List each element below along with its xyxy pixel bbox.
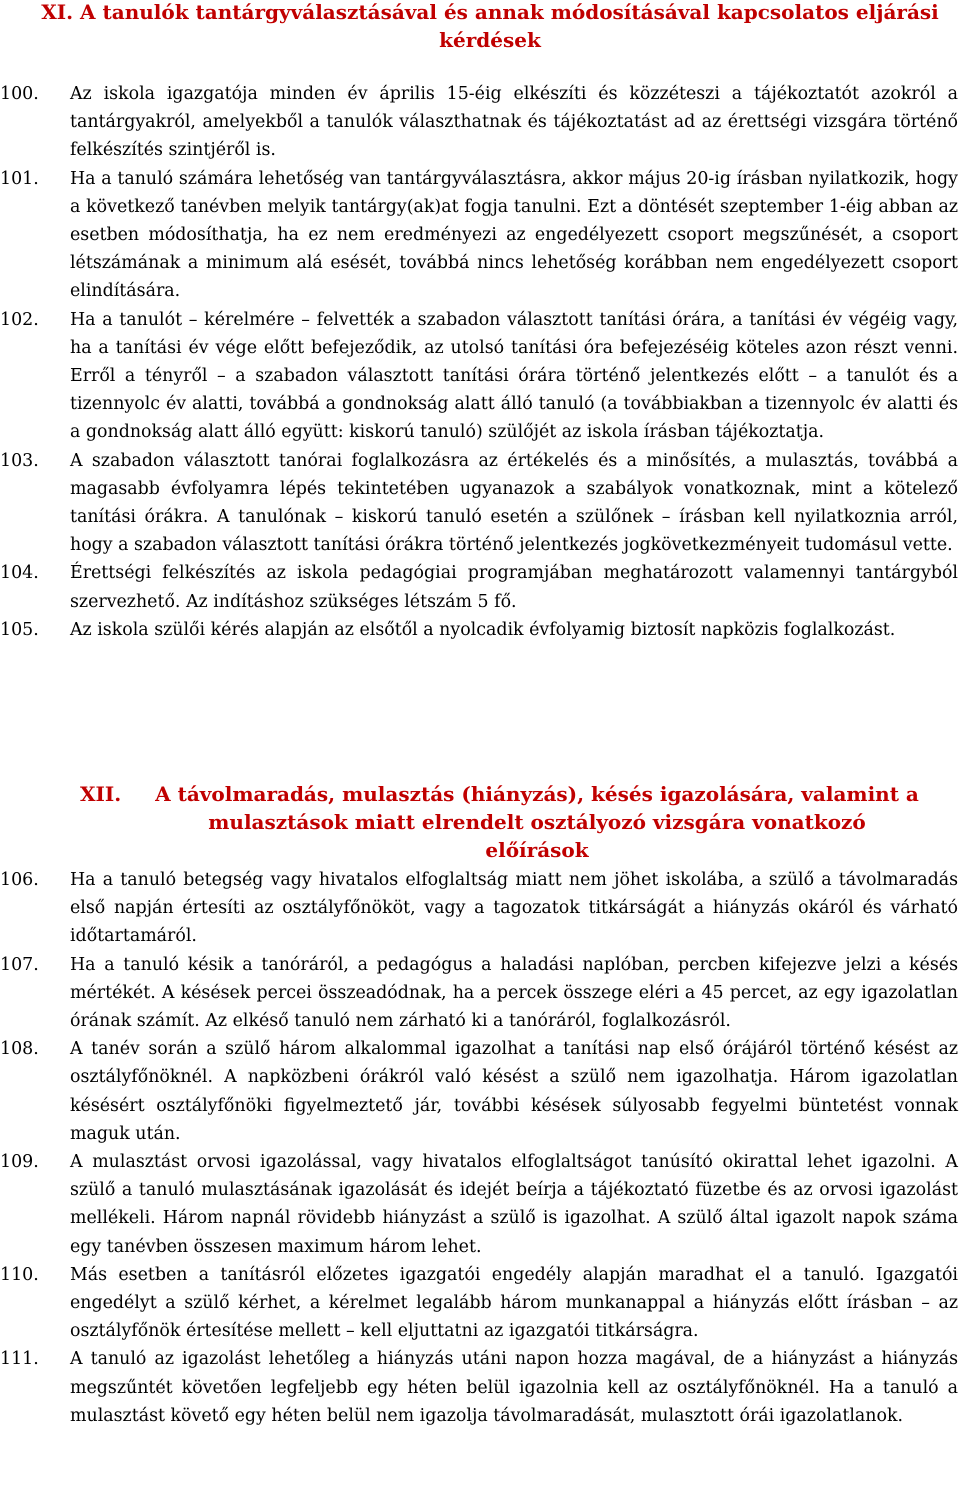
- paragraph-number: 101.: [0, 168, 39, 189]
- paragraph-number: 104.: [0, 563, 39, 584]
- paragraph-108: [0, 1035, 958, 1148]
- paragraph-102: [0, 306, 958, 447]
- paragraph-number: 102.: [0, 309, 39, 330]
- paragraph-text: Ha a tanulót – kérelmére – felvették a szabadon választott tanítási órára, a tanítási év végéig vagy, ha a tanítási év vége előtt befejeződik, az utolsó tanítási óra befejezéséig köteles azon részt venni. Erről a tényről – a szabadon választott tanítási órára történő jelentkezés előtt – a tanulót és a tizennyolc év alatti, továbbá a gondnokság alatt álló tanuló (a továbbiakban a tizennyolc év alatti és a gondnokság alatt álló együtt: kiskorú tanuló) szülőjét az iskola írásban tájékoztatja.: [70, 309, 958, 443]
- paragraph-text: A mulasztást orvosi igazolással, vagy hivatalos elfoglaltságot tanúsító okirattal lehet igazolni. A szülő a tanuló mulasztásának igazolását és idejét beírja a tájékoztató füzetbe és az orvosi igazolást mellékeli. Három napnál rövidebb hiányzást a szülő is igazolhat. A szülő által igazolt napok száma egy tanévben összesen maximum három lehet.: [70, 1152, 958, 1257]
- paragraph-110: [0, 1261, 958, 1346]
- paragraph-text: Az iskola igazgatója minden év április 15-éig elkészíti és közzéteszi a tájékoztatót azokról a tantárgyakról, amelyekből a tanulók választhatnak és tájékoztatást ad az érettségi vizsgára történő felkészítés szintjéről is.: [70, 84, 958, 161]
- paragraph-109: [0, 1148, 958, 1261]
- paragraph-104: [0, 559, 958, 615]
- paragraph-101: [0, 165, 958, 306]
- paragraph-text: A tanév során a szülő három alkalommal igazolhat a tanítási nap első órájáról történő késést az osztályfőnöknél. A napközbeni órákról való késést a szülő nem igazolhatja. Három igazolatlan késésért osztályfőnöki figyelmeztető jár, további késések súlyosabb fegyelmi büntetést vonnak maguk után.: [70, 1039, 958, 1144]
- section-12-number: XII.: [80, 782, 122, 806]
- section-12-title: A távolmaradás, mulasztás (hiányzás), késés igazolására, valamint a mulasztások miatt elrendelt osztályozó vizsgára vonatkozó előírások: [155, 782, 919, 862]
- paragraph-105: [0, 616, 958, 644]
- paragraph-text: Ha a tanuló számára lehetőség van tantárgyválasztásra, akkor május 20-ig írásban nyilatkozik, hogy a következő tanévben melyik tantárgy(ak)at fogja tanulni. Ezt a döntését szeptember 1-éig abban az esetben módosíthatja, ha ez nem eredményezi az engedélyezett csoport megszűnését, a csoport létszámának a minimum alá esését, továbbá nincs lehetőség korábban nem engedélyezett csoport elindítására.: [70, 168, 958, 302]
- paragraph-text: Más esetben a tanításról előzetes igazgatói engedély alapján maradhat el a tanuló. Igazgatói engedélyt a szülő kérhet, a kérelmet legalább három munkanappal a hiányzás előtt írásban – az osztályfőnök értesítése mellett – kell eljuttatni az igazgatói titkárságra.: [70, 1264, 958, 1342]
- paragraph-text: Az iskola szülői kérés alapján az elsőtől a nyolcadik évfolyamig biztosít napközis foglalkozást.: [70, 619, 896, 640]
- paragraph-number: 107.: [0, 954, 39, 975]
- section-12-body: [0, 866, 960, 1430]
- paragraph-text: A szabadon választott tanórai foglalkozásra az értékelés és a minősítés, a mulasztás, továbbá a magasabb évfolyamra lépés tekintetében ugyanazok a szabályok vonatkoznak, mint a kötelező tanítási órákra. A tanulónak – kiskorú tanuló esetén a szülőnek – írásban kell nyilatkoznia arról, hogy a szabadon választott tanítási órákra történő jelentkezés jogkövetkezményeit tudomásul vette.: [70, 450, 958, 556]
- section-12-heading: [80, 780, 920, 864]
- paragraph-text: A tanuló az igazolást lehetőleg a hiányzás utáni napon hozza magával, de a hiányzást a hiányzás megszűntét követően legfeljebb egy héten belül igazolnia kell az osztályfőnöknél. Ha a tanuló a mulasztást követő egy héten belül nem igazolja távolmaradását, mulasztott órái igazolatlanok.: [70, 1349, 958, 1426]
- paragraph-number: 109.: [0, 1152, 39, 1173]
- paragraph-100: [0, 80, 958, 165]
- paragraph-number: 105.: [0, 619, 39, 640]
- paragraph-106: [0, 866, 958, 951]
- paragraph-number: 100.: [0, 84, 39, 104]
- paragraph-number: 111.: [0, 1349, 39, 1370]
- section-11-body: [0, 80, 960, 644]
- paragraph-text: Ha a tanuló betegség vagy hivatalos elfoglaltság miatt nem jöhet iskolába, a szülő a távolmaradás első napján értesíti az osztályfőnököt, vagy a tagozatok titkárságát a hiányzás okáról és várható időtartamáról.: [70, 870, 958, 947]
- paragraph-text: Ha a tanuló késik a tanóráról, a pedagógus a haladási naplóban, percben kifejezve jelzi a késés mértékét. A késések percei összeadódnak, ha a percek összege eléri a 45 percet, az egy igazolatlan órának számít. Az elkéső tanuló nem zárható ki a tanóráról, foglalkozásról.: [70, 954, 958, 1032]
- paragraph-text: Érettségi felkészítés az iskola pedagógiai programjában meghatározott valamennyi tantárgyból szervezhető. Az indításhoz szükséges létszám 5 fő.: [70, 563, 958, 612]
- paragraph-103: [0, 447, 958, 560]
- paragraph-number: 103.: [0, 450, 39, 471]
- paragraph-107: [0, 951, 958, 1036]
- paragraph-number: 108.: [0, 1039, 39, 1060]
- section-11-heading: XI. A tanulók tantárgyválasztásával és annak módosításával kapcsolatos eljárási kérdések: [41, 0, 939, 52]
- paragraph-number: 110.: [0, 1264, 39, 1285]
- paragraph-number: 106.: [0, 870, 39, 890]
- paragraph-111: [0, 1345, 958, 1430]
